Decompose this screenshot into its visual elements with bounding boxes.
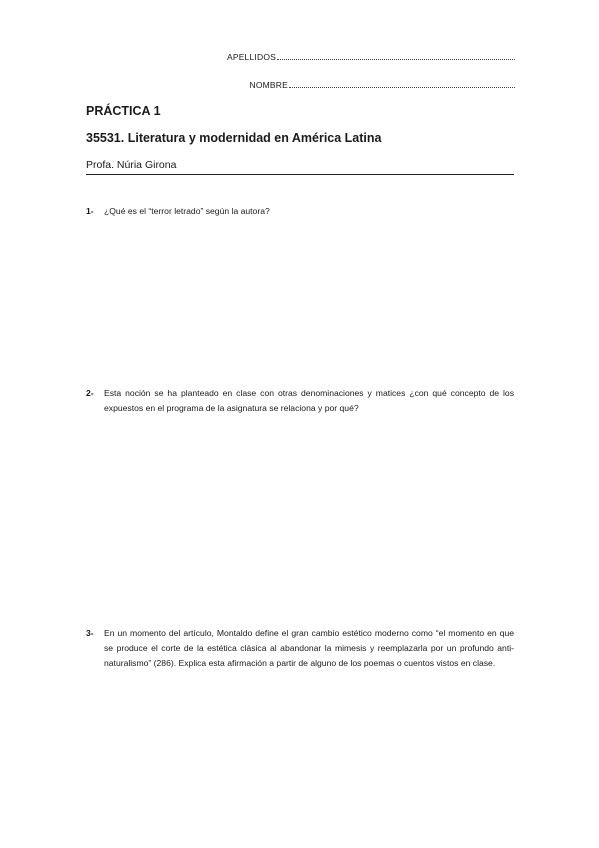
surname-label: APELLIDOS — [226, 52, 276, 62]
surname-dotted-line[interactable] — [277, 51, 515, 60]
question-text: ¿Qué es el “terror letrado” según la autora? — [104, 206, 270, 216]
question-text: Esta noción se ha planteado en clase con otras denominaciones y matices ¿con qué concepto de los expuestos en el programa de la asignatura se relaciona y por qué? — [104, 388, 514, 413]
question-number: 2- — [86, 388, 94, 398]
question-number: 3- — [86, 628, 94, 638]
name-label: NOMBRE — [249, 80, 288, 90]
name-field[interactable] — [249, 79, 515, 90]
question-item — [86, 204, 514, 219]
question-item — [86, 386, 514, 416]
surname-field[interactable] — [227, 51, 515, 62]
header-divider — [86, 174, 514, 175]
question-item — [86, 626, 514, 671]
practice-title: PRÁCTICA 1 — [86, 104, 161, 118]
course-title: 35531. Literatura y modernidad en América Latina — [86, 131, 382, 145]
professor-name: Profa. Núria Girona — [86, 159, 177, 171]
question-number: 1- — [86, 206, 94, 216]
name-dotted-line[interactable] — [289, 79, 515, 88]
question-text: En un momento del artículo, Montaldo define el gran cambio estético moderno como “el momento en que se produce el corte de la estética clásica al abandonar la mimesis y reemplazarla por un profundo anti-naturalismo” (286). Explica esta afirmación a partir de alguno de los poemas o cuentos vistos en clase. — [104, 628, 514, 668]
